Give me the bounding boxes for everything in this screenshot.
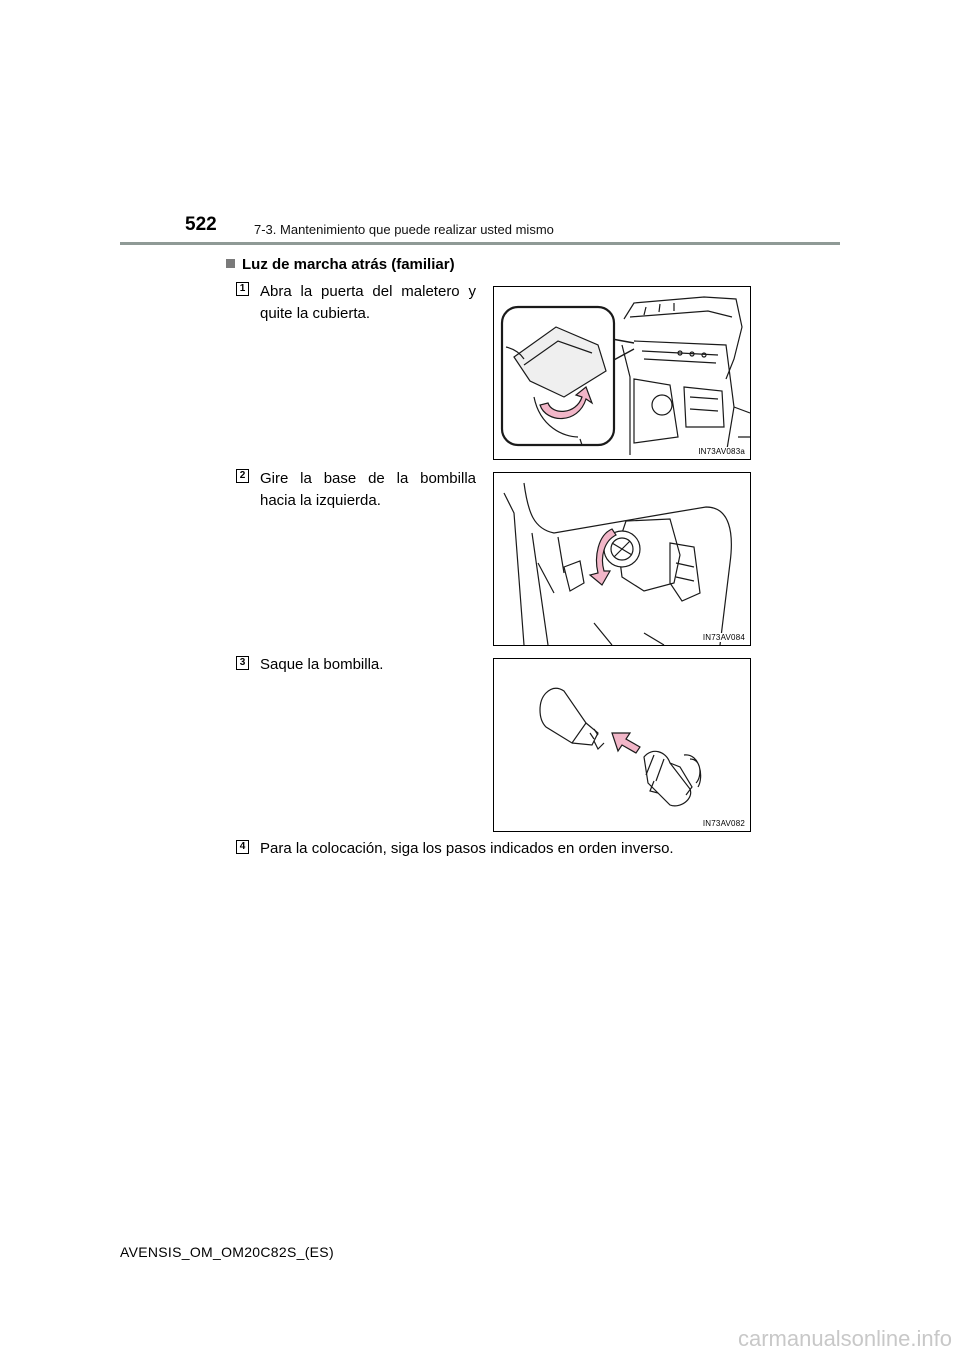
figure-pull-out-bulb bbox=[493, 658, 751, 832]
subsection-title: Luz de marcha atrás (familiar) bbox=[242, 256, 455, 273]
step-1-text: Abra la puerta del maletero y quite la cubierta. bbox=[260, 283, 476, 322]
square-bullet-icon bbox=[226, 259, 235, 268]
step-4-badge: 4 bbox=[236, 840, 249, 854]
figure-2-code: IN73AV084 bbox=[702, 633, 745, 642]
step-3-text: Saque la bombilla. bbox=[260, 656, 384, 673]
watermark: carmanualsonline.info bbox=[737, 1326, 952, 1351]
manual-code-footer: AVENSIS_OM_OM20C82S_(ES) bbox=[120, 1244, 334, 1260]
header-rule bbox=[120, 242, 840, 245]
figure-3-code: IN73AV082 bbox=[702, 819, 745, 828]
step-3-badge: 3 bbox=[236, 656, 249, 670]
figure-1-code: IN73AV083a bbox=[698, 447, 745, 456]
figure-open-trunk-remove-cover bbox=[493, 286, 751, 460]
figure-3-drawing bbox=[494, 659, 750, 831]
figure-2-drawing bbox=[494, 473, 750, 645]
step-2-text: Gire la base de la bombilla hacia la izquierda. bbox=[260, 470, 476, 509]
step-1-badge: 1 bbox=[236, 282, 249, 296]
step-4-text: Para la colocación, siga los pasos indicados en orden inverso. bbox=[260, 840, 674, 857]
page-number: 522 bbox=[185, 214, 217, 235]
figure-rotate-bulb-base bbox=[493, 472, 751, 646]
section-title: 7-3. Mantenimiento que puede realizar usted mismo bbox=[254, 222, 554, 237]
subsection-heading bbox=[226, 256, 455, 273]
step-2-badge: 2 bbox=[236, 469, 249, 483]
figure-1-drawing bbox=[494, 287, 750, 459]
